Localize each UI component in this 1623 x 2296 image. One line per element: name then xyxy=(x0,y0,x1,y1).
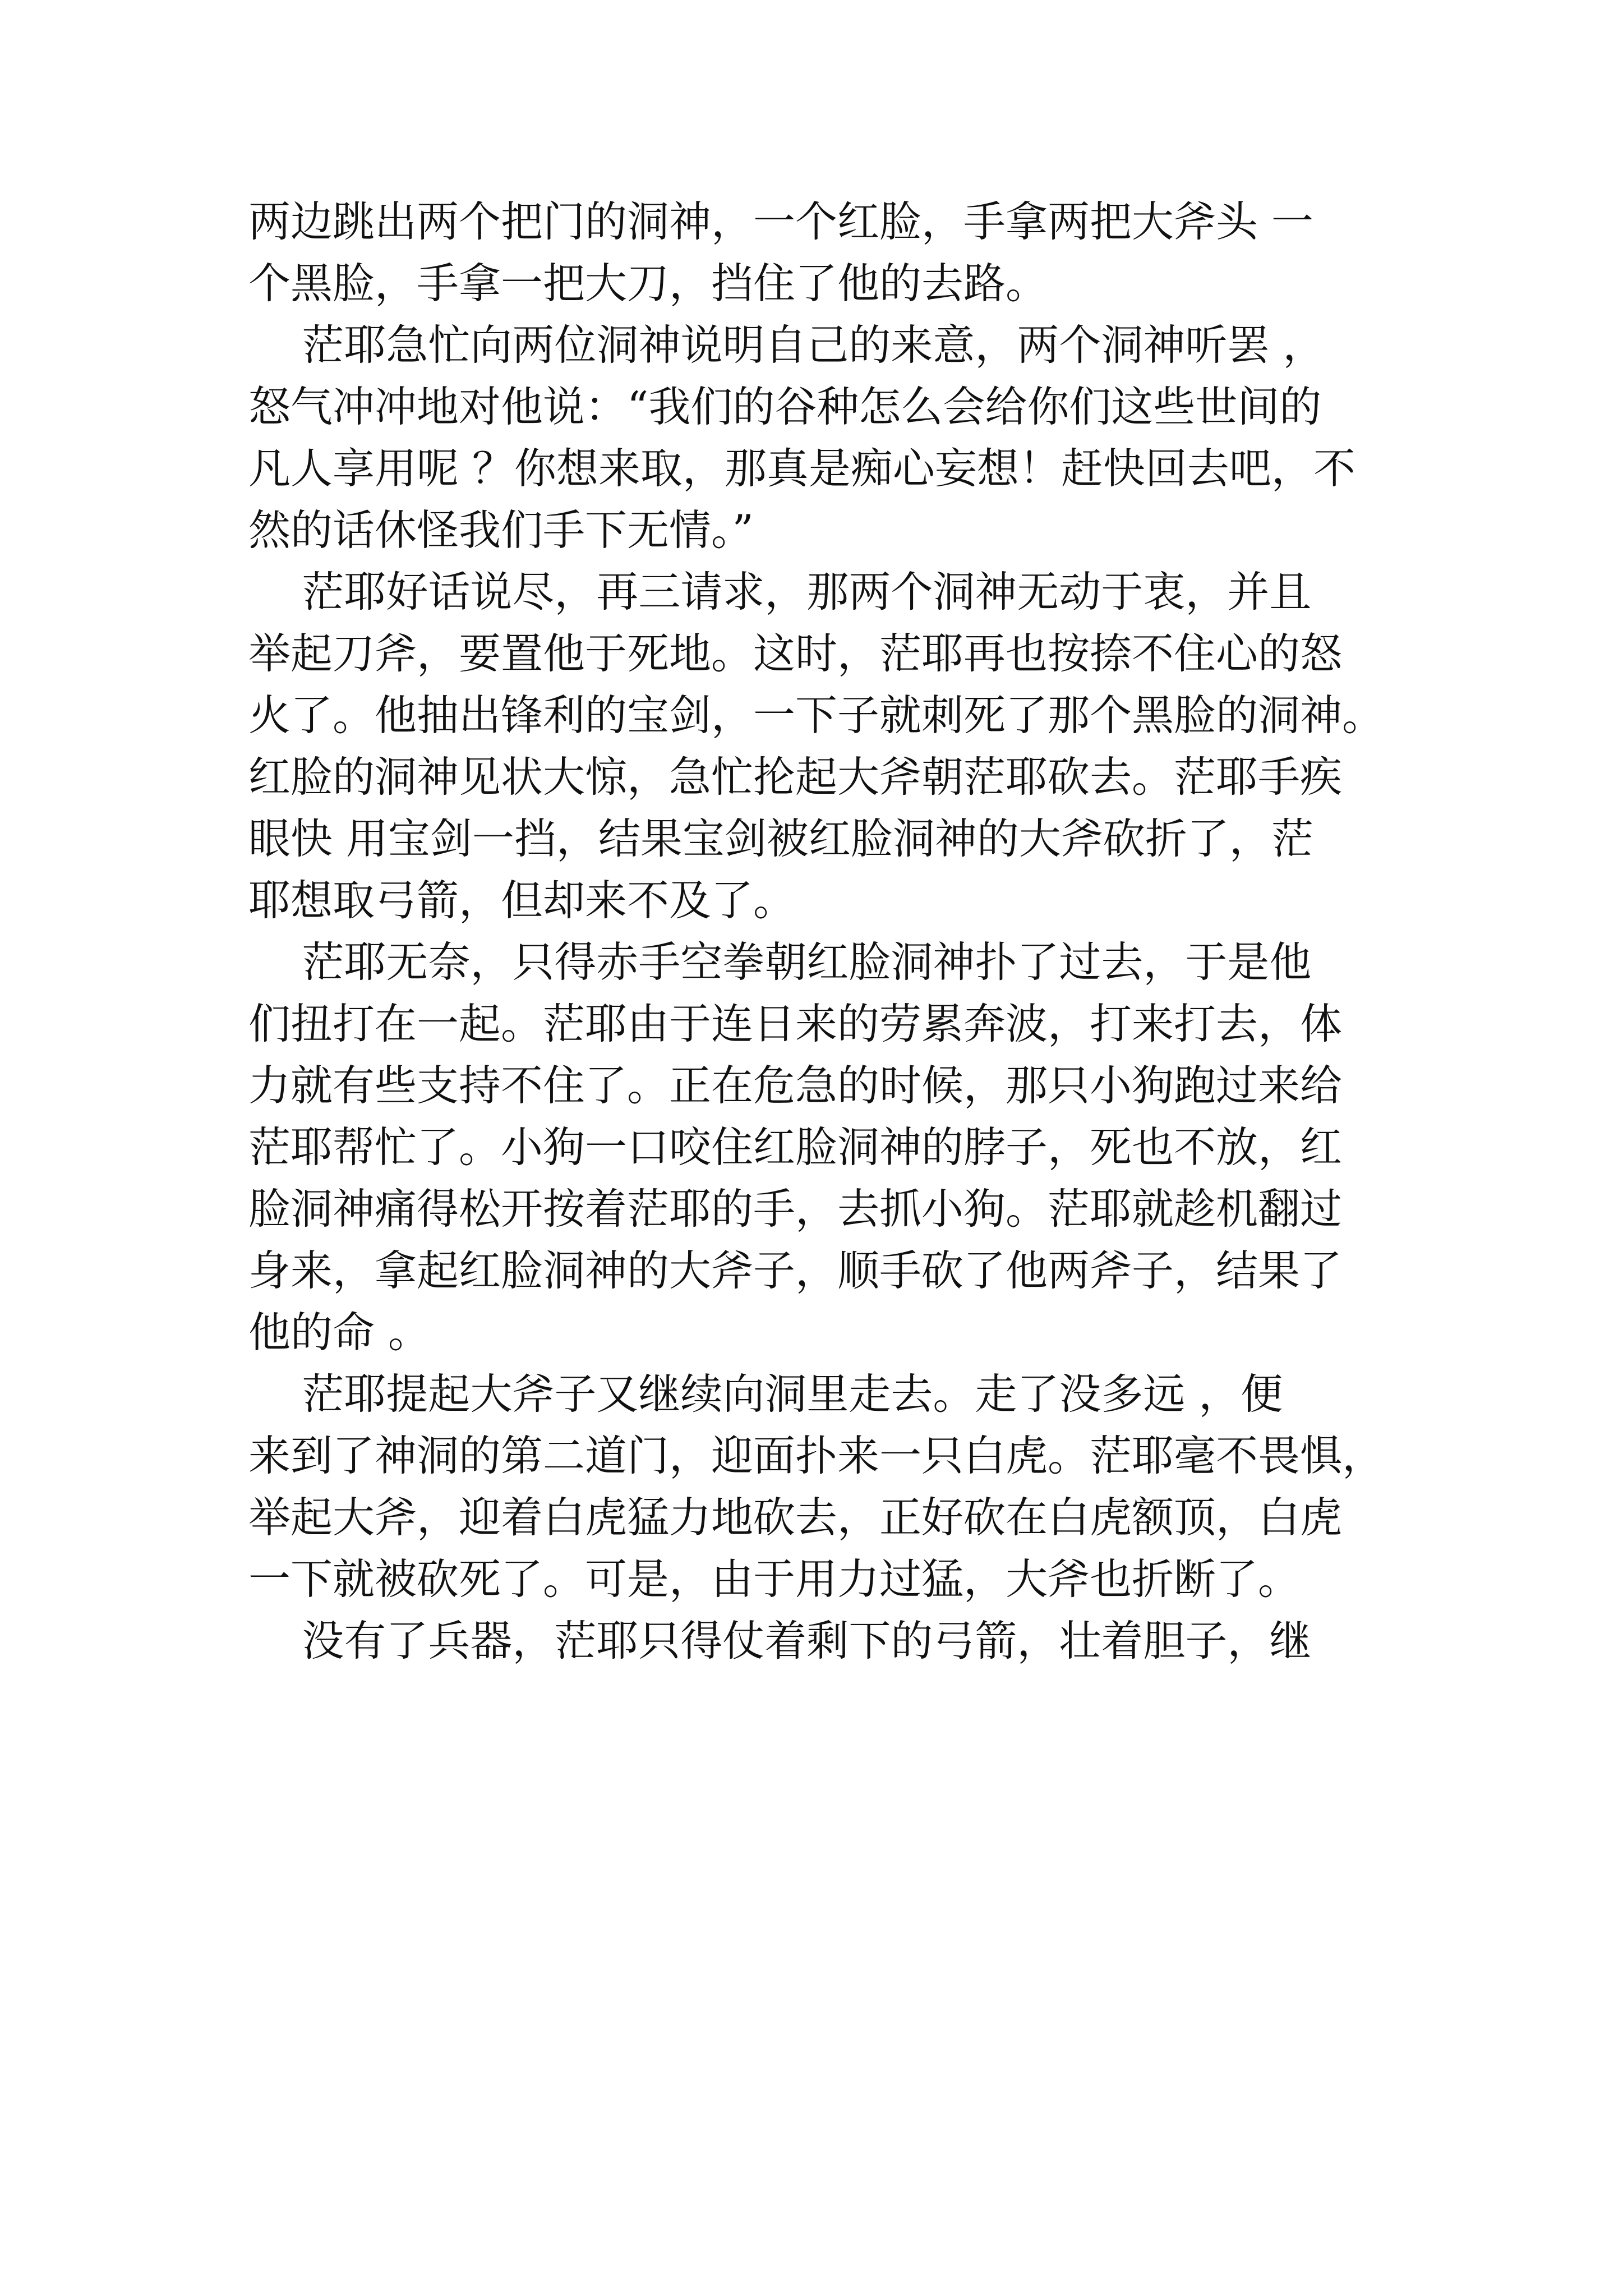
text-line: 茫耶好话说尽，再三请求，那两个洞神无动于衷，并且 xyxy=(248,567,1312,616)
paragraph xyxy=(248,931,1398,1363)
text-line: 来到了神洞的第二道门，迎面扑来一只白虎。茫耶毫不畏惧， xyxy=(248,1431,1385,1480)
text-line: 举起大斧，迎着白虎猛力地砍去，正好砍在白虎额顶，白虎 xyxy=(248,1493,1343,1542)
text-line: 没有了兵器，茫耶只得仗着剩下的弓箭，壮着胆子，继 xyxy=(248,1616,1312,1665)
text-line: 茫耶无奈，只得赤手空拳朝红脸洞神扑了过去，于是他 xyxy=(248,937,1312,987)
text-line: 茫耶急忙向两位洞神说明自己的来意，两个洞神听罢 ， xyxy=(248,320,1325,370)
text-line: 耶想取弓箭，但却来不及了。 xyxy=(248,876,796,925)
text-line: 两边跳出两个把门的洞神，一个红脸，手拿两把大斧头 一 xyxy=(248,197,1313,246)
text-line: 红脸的洞神见状大惊，急忙抡起大斧朝茫耶砍去。茫耶手疾 xyxy=(248,752,1343,802)
text-line: 脸洞神痛得松开按着茫耶的手，去抓小狗。茫耶就趁机翻过 xyxy=(248,1184,1343,1234)
text-line: 凡人享用呢 ？你想来取，那真是痴心妄想！赶快回去吧，不 xyxy=(248,444,1355,493)
text-line: 力就有些支持不住了。正在危急的时候，那只小狗跑过来给 xyxy=(248,1061,1343,1110)
text-line: 身来，拿起红脸洞神的大斧子，顺手砍了他两斧子，结果了 xyxy=(248,1246,1343,1295)
paragraph xyxy=(248,561,1398,931)
text-line: 眼快 用宝剑一挡，结果宝剑被红脸洞神的大斧砍折了，茫 xyxy=(248,814,1313,863)
text-line: 举起刀斧，要置他于死地。这时，茫耶再也按捺不住心的怒 xyxy=(248,629,1343,678)
text-line: 然的话休怪我们手下无情。” xyxy=(248,505,754,555)
body-text xyxy=(248,191,1398,1672)
paragraph xyxy=(248,191,1398,314)
text-line: 怒气冲冲地对他说：“我们的谷种怎么会给你们这些世间的 xyxy=(248,382,1322,431)
text-line: 茫耶提起大斧子又继续向洞里走去。走了没多远 ，便 xyxy=(248,1369,1283,1419)
paragraph xyxy=(248,1610,1398,1672)
text-line: 茫耶帮忙了。小狗一口咬住红脸洞神的脖子，死也不放，红 xyxy=(248,1122,1343,1172)
text-line: 火了。他抽出锋利的宝剑，一下子就刺死了那个黑脸的洞神。 xyxy=(248,691,1385,740)
text-line: 个黑脸，手拿一把大刀，挡住了他的去路。 xyxy=(248,259,1048,308)
paragraph xyxy=(248,314,1398,561)
paragraph xyxy=(248,1363,1398,1610)
text-line: 他的命 。 xyxy=(248,1308,430,1357)
text-line: 一下就被砍死了。可是，由于用力过猛，大斧也折断了。 xyxy=(248,1554,1301,1604)
text-line: 们扭打在一起。茫耶由于连日来的劳累奔波，打来打去，体 xyxy=(248,999,1343,1048)
